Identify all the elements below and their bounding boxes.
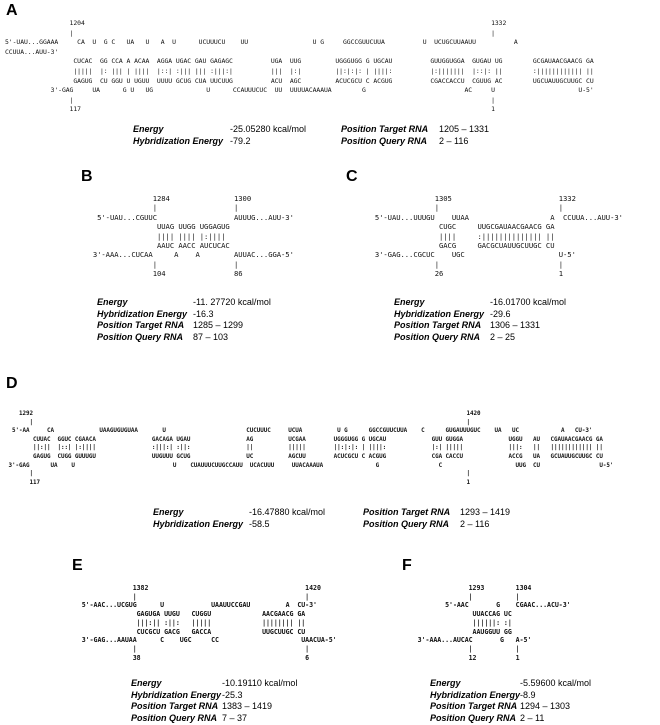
stat-key: Hybridization Energy [430, 689, 521, 700]
alignment-line: | | [5, 419, 471, 426]
stats-f [430, 678, 591, 724]
target-paired: UUAG UUGG UGGAGUG [80, 222, 230, 232]
alignment-b [80, 194, 294, 279]
alignment-line: 38 6 [70, 653, 310, 662]
stat-key: Position Query RNA [430, 712, 517, 723]
query-strand: 3'-GAG...CGCUC UGC U-5' [362, 250, 576, 260]
target-strand-end: CCUUA...AUU-3' [5, 47, 59, 56]
stat-key: Energy [153, 507, 184, 517]
alignment-line: | | [80, 259, 239, 269]
alignment-line: | | [402, 644, 520, 653]
stat-value: -29.6 [490, 308, 511, 319]
base-pairs: ||||| |: ||| | |||| |::| :||| ||| :|||:| ||| |:| ||:|:|: | ||||: |:||||||| |::|: || :|||||||||||| || [5, 66, 594, 75]
panel-label-c: C [346, 168, 358, 185]
panel-label-a: A [6, 2, 18, 19]
alignment-line: | | [5, 471, 471, 478]
stat-value: -79.2 [230, 135, 251, 146]
alignment-line: | | [5, 95, 495, 104]
query-strand: 3'-AAA...AUCAC G A-5' [402, 636, 532, 645]
base-pairs: |||| :|||||||||||||| || [362, 231, 555, 241]
stat-key: Hybridization Energy [394, 308, 485, 319]
alignment-line: 1284 1300 [80, 194, 252, 203]
stat-value: 1306 – 1331 [490, 320, 541, 330]
stat-key: Position Target RNA [341, 124, 429, 134]
target-paired: CUCAC GG CCA A ACAA AGGA UGAC GAU GAGAGC UGA UUG UGGGUGG G UGCAU GUUGGUGGA GUGAU UG GCGAUAACGAACG GA [5, 57, 594, 66]
target-paired: UUACCAG UC [402, 610, 512, 619]
stat-key: Hybridization Energy [131, 689, 222, 700]
stat-key: Position Query RNA [131, 712, 218, 723]
stat-key: Position Target RNA [394, 320, 482, 330]
stat-value: 1205 – 1331 [439, 124, 490, 134]
query-strand: 3'-GAG UA G U UG U CCAUUUCUC UU UUUUACAAAUA G AC U U-5' [5, 86, 594, 95]
query-paired: GACG GACGCUAUUGCUUGC CU [362, 241, 555, 251]
alignment-line: 1305 1332 [362, 194, 576, 203]
stats-b [97, 297, 271, 343]
target-strand: 5'-AAC G CGAAC...ACU-3' [402, 601, 571, 610]
stat-key: Position Target RNA [97, 320, 185, 330]
target-paired: CUGC UUGCGAUAACGAACG GA [362, 222, 555, 232]
stat-value: -16.47880 kcal/mol [249, 507, 326, 517]
alignment-line: | | [80, 203, 239, 213]
alignment-line: 26 1 [362, 269, 564, 279]
panel-label-f: F [402, 557, 412, 574]
stat-value: 1285 – 1299 [193, 320, 244, 330]
alignment-line: | | [402, 592, 520, 601]
target-strand: 5'-UAU...UUUGU UUAA A CCUUA...AUU-3' [362, 212, 623, 222]
alignment-d [5, 410, 613, 487]
alignment-a [5, 19, 594, 115]
stat-key: Energy [394, 297, 425, 307]
stat-key: Energy [430, 678, 461, 688]
stat-key: Position Query RNA [363, 518, 450, 529]
stat-key: Position Target RNA [430, 701, 518, 711]
stat-key: Hybridization Energy [97, 308, 188, 319]
query-strand: 3'-GAG...AAUAA C UGC CC UAACUA-5' [70, 636, 337, 645]
target-strand: 5'-UAU...CGUUC AUUUG...AUU-3' [80, 212, 294, 222]
panel-label-e: E [72, 557, 83, 574]
target-strand: 5'-AAC...UCGUG U UAAUUCCGAU A CU-3' [70, 601, 317, 610]
query-paired: GAGUG CU GGU U UGUU UUUU GCUG CUA UUCUUG ACU AGC ACUCGCU C ACGUG CGACCACCU CGUUG AC UGCUAUUGCUUGC CU [5, 76, 594, 85]
base-pairs: |||:|| :||: ||||| |||||||| || [70, 618, 306, 627]
query-paired: AAUGGUU GG [402, 627, 512, 636]
alignment-line: | | [362, 259, 564, 269]
stat-value: -8.9 [520, 689, 536, 700]
stat-key: Energy [131, 678, 162, 688]
stat-key: Energy [97, 297, 128, 307]
stat-value: -11. 27720 kcal/mol [193, 297, 271, 307]
stat-key: Position Query RNA [341, 135, 428, 146]
stat-value: -10.19110 kcal/mol [222, 678, 298, 688]
target-strand: 5'-AA CA UAAGUGUGUAA U CUCUUUC UCUA U G GGCCGUUCUUA C GUGAUUUGUC UA UC A CU-3' [5, 428, 593, 435]
stats-d-left [153, 507, 325, 530]
target-paired: CUUAC GGUC CGAACA GACAGA UGAU AG UCGAA UGGGUGG G UGCAU GUU GUGGA UGGU AU CGAUAACGAACG GA [5, 436, 603, 443]
query-strand: 3'-AAA...CUCAA A A AUUAC...GGA-5' [80, 250, 294, 260]
panel-label-d: D [6, 375, 18, 392]
target-paired: GAGUGA UUGU CUGGU AACGAACG GA [70, 610, 306, 619]
query-paired: AAUC AACC AUCUCAC [80, 241, 230, 251]
target-strand: 5'-UAU...GGAAA CA U G C UA U A U UCUUUCU UU U G GGCCGUUCUUA U UCUGCUUAAUU A [5, 38, 518, 47]
stats-a-left [133, 124, 306, 147]
stats-e [131, 678, 297, 724]
stat-value: -25.3 [222, 689, 243, 700]
query-paired: CUCGCU GACG GACCA UUGCUUGC CU [70, 627, 306, 636]
stat-value: 1293 – 1419 [460, 507, 511, 517]
stat-value: 2 – 25 [490, 331, 516, 342]
alignment-line: | | [5, 28, 495, 37]
stats-a-right [341, 124, 489, 147]
base-pairs: ||:|| |::| |:|||| :|||:| :||: || ||||| ||:|:|: | ||||: |:| ||||| |||: || |||||||||||| || [5, 445, 603, 452]
alignment-line: 1292 1420 [5, 411, 481, 417]
alignment-f [402, 584, 571, 662]
stat-key: Position Query RNA [394, 331, 481, 342]
base-pairs: ||||||: :| [402, 618, 512, 627]
alignment-line: 1293 1304 [402, 584, 532, 592]
stat-value: -16.3 [193, 308, 214, 319]
alignment-line: | | [70, 592, 310, 601]
alignment-line: 1382 1420 [70, 584, 321, 592]
stat-value: 2 – 116 [460, 518, 490, 529]
stat-value: -25.05280 kcal/mol [230, 124, 307, 134]
alignment-line: 104 86 [80, 269, 243, 279]
stat-value: -58.5 [249, 518, 270, 529]
alignment-e [70, 584, 337, 662]
stat-value: 2 – 116 [439, 135, 469, 146]
alignment-line: 117 1 [5, 105, 495, 114]
alignment-line: 1204 1332 [5, 19, 507, 27]
alignment-line: 117 1 [5, 479, 471, 486]
query-strand: 3'-GAG UA U U CUAUUUCUUGCCAUU UCACUUU UUACAAAUA G C UUG CU U-5' [5, 462, 614, 469]
stat-key: Position Target RNA [363, 507, 451, 517]
panel-label-b: B [81, 168, 93, 185]
stat-value: 2 – 11 [520, 712, 545, 723]
base-pairs: |||| |||| |:|||| [80, 231, 226, 241]
stat-key: Hybridization Energy [153, 518, 244, 529]
stat-key: Energy [133, 124, 164, 134]
stat-key: Position Target RNA [131, 701, 219, 711]
alignment-line: | | [70, 644, 310, 653]
query-paired: GAGUG CUGG GUUUGU UUGUUU GCUG UC AGCUU ACUCGCU C ACGUG CGA CACCU ACCG UA GCUAUUGCUUGC CU [5, 453, 603, 460]
stats-c [394, 297, 566, 343]
alignment-line: 12 1 [402, 653, 520, 662]
stat-key: Position Query RNA [97, 331, 184, 342]
stat-value: -16.01700 kcal/mol [490, 297, 567, 307]
stat-value: 7 – 37 [222, 712, 248, 723]
stat-value: -5.59600 kcal/mol [520, 678, 592, 688]
stats-d-right [363, 507, 510, 530]
stat-value: 87 – 103 [193, 331, 229, 342]
stat-key: Hybridization Energy [133, 135, 224, 146]
alignment-line: | | [362, 203, 564, 213]
stat-value: 1294 – 1303 [520, 701, 571, 711]
alignment-c [362, 194, 623, 279]
stat-value: 1383 – 1419 [222, 701, 273, 711]
